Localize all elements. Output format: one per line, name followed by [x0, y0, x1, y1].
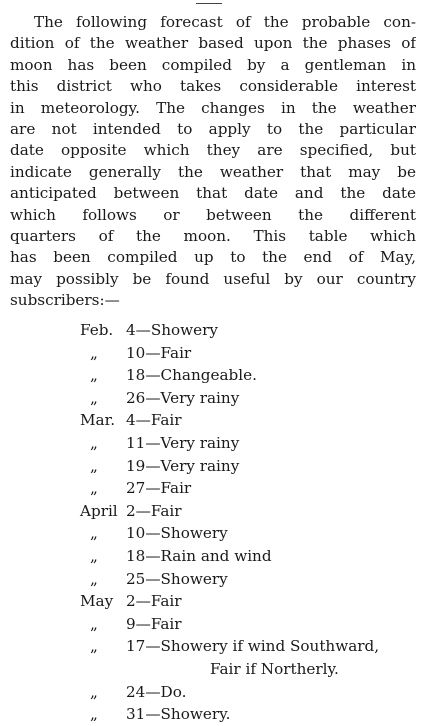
ditto-mark: „ [90, 682, 98, 701]
ditto-mark: „ [90, 614, 98, 633]
paragraph-line: subscribers:— [10, 291, 120, 310]
month-label: April [80, 501, 118, 520]
paragraph-line: in meteorology. The changes in the weather [10, 98, 416, 117]
forecast-entry: 18—Rain and wind [126, 546, 272, 565]
paragraph-line: date opposite which they are specified, but [10, 141, 416, 160]
forecast-entry: 4—Showery [126, 321, 219, 339]
paragraph-line: anticipated between that date and the date [10, 184, 416, 203]
ditto-mark: „ [90, 388, 98, 407]
forecast-entry: 9—Fair [126, 614, 182, 633]
month-label: Mar. [80, 411, 116, 430]
forecast-entry: Fair if Northerly. [210, 659, 339, 678]
ditto-mark: „ [90, 343, 98, 362]
forecast-row [0, 500, 424, 523]
forecast-row [0, 342, 424, 365]
ditto-mark: „ [90, 546, 98, 565]
paragraph-line: The following forecast of the probable con- [34, 13, 416, 31]
month-label: May [80, 592, 114, 611]
forecast-entry: 10—Fair [126, 343, 192, 362]
forecast-entry: 31—Showery. [126, 705, 231, 724]
paragraph-line: indicate generally the weather that may be [10, 162, 416, 181]
ditto-mark: „ [90, 366, 98, 385]
forecast-entry: 2—Fair [126, 501, 182, 520]
paragraph-line: quarters of the moon. This table which [10, 226, 416, 245]
ditto-mark: „ [90, 705, 98, 724]
forecast-row [0, 432, 424, 455]
forecast-table [0, 319, 424, 726]
forecast-entry: 18—Changeable. [126, 366, 257, 385]
forecast-entry: 11—Very rainy [126, 433, 240, 452]
forecast-row [0, 613, 424, 636]
forecast-entry: 24—Do. [126, 682, 187, 701]
paragraph-line: moon has been compiled by a gentleman in [10, 55, 416, 74]
forecast-entry: 25—Showery [126, 569, 228, 588]
paragraph-line: has been compiled up to the end of May, [10, 248, 416, 267]
forecast-entry: 2—Fair [126, 592, 182, 611]
forecast-row [0, 635, 424, 658]
paragraph-line: which follows or between the different [10, 205, 416, 224]
forecast-row [0, 455, 424, 478]
forecast-row [0, 590, 424, 613]
ditto-mark: „ [90, 569, 98, 588]
forecast-row [0, 658, 424, 681]
forecast-row [0, 409, 424, 432]
forecast-row [0, 319, 424, 342]
forecast-entry: 26—Very rainy [126, 388, 240, 407]
forecast-row [0, 703, 424, 726]
ditto-mark: „ [90, 456, 98, 475]
forecast-row [0, 522, 424, 545]
forecast-row [0, 387, 424, 410]
ditto-mark: „ [90, 479, 98, 498]
header-rule [196, 3, 222, 4]
forecast-entry: 4—Fair [126, 411, 182, 430]
forecast-entry: 19—Very rainy [126, 456, 240, 475]
paragraph-line: are not intended to apply to the particular [10, 119, 416, 138]
intro-paragraph [10, 12, 416, 311]
paragraph-line: this district who takes considerable interest [10, 77, 416, 96]
forecast-entry: 17—Showery if wind Southward, [126, 637, 380, 656]
paragraph-line: may possibly be found useful by our country [10, 269, 416, 288]
ditto-mark: „ [90, 524, 98, 543]
forecast-entry: 10—Showery [126, 524, 228, 543]
forecast-row [0, 545, 424, 568]
forecast-row [0, 681, 424, 704]
forecast-row [0, 568, 424, 591]
forecast-row [0, 477, 424, 500]
ditto-mark: „ [90, 637, 98, 656]
forecast-entry: 27—Fair [126, 479, 192, 498]
forecast-row [0, 364, 424, 387]
month-label: Feb. [80, 321, 114, 339]
paragraph-line: dition of the weather based upon the phases of [10, 34, 416, 53]
ditto-mark: „ [90, 433, 98, 452]
